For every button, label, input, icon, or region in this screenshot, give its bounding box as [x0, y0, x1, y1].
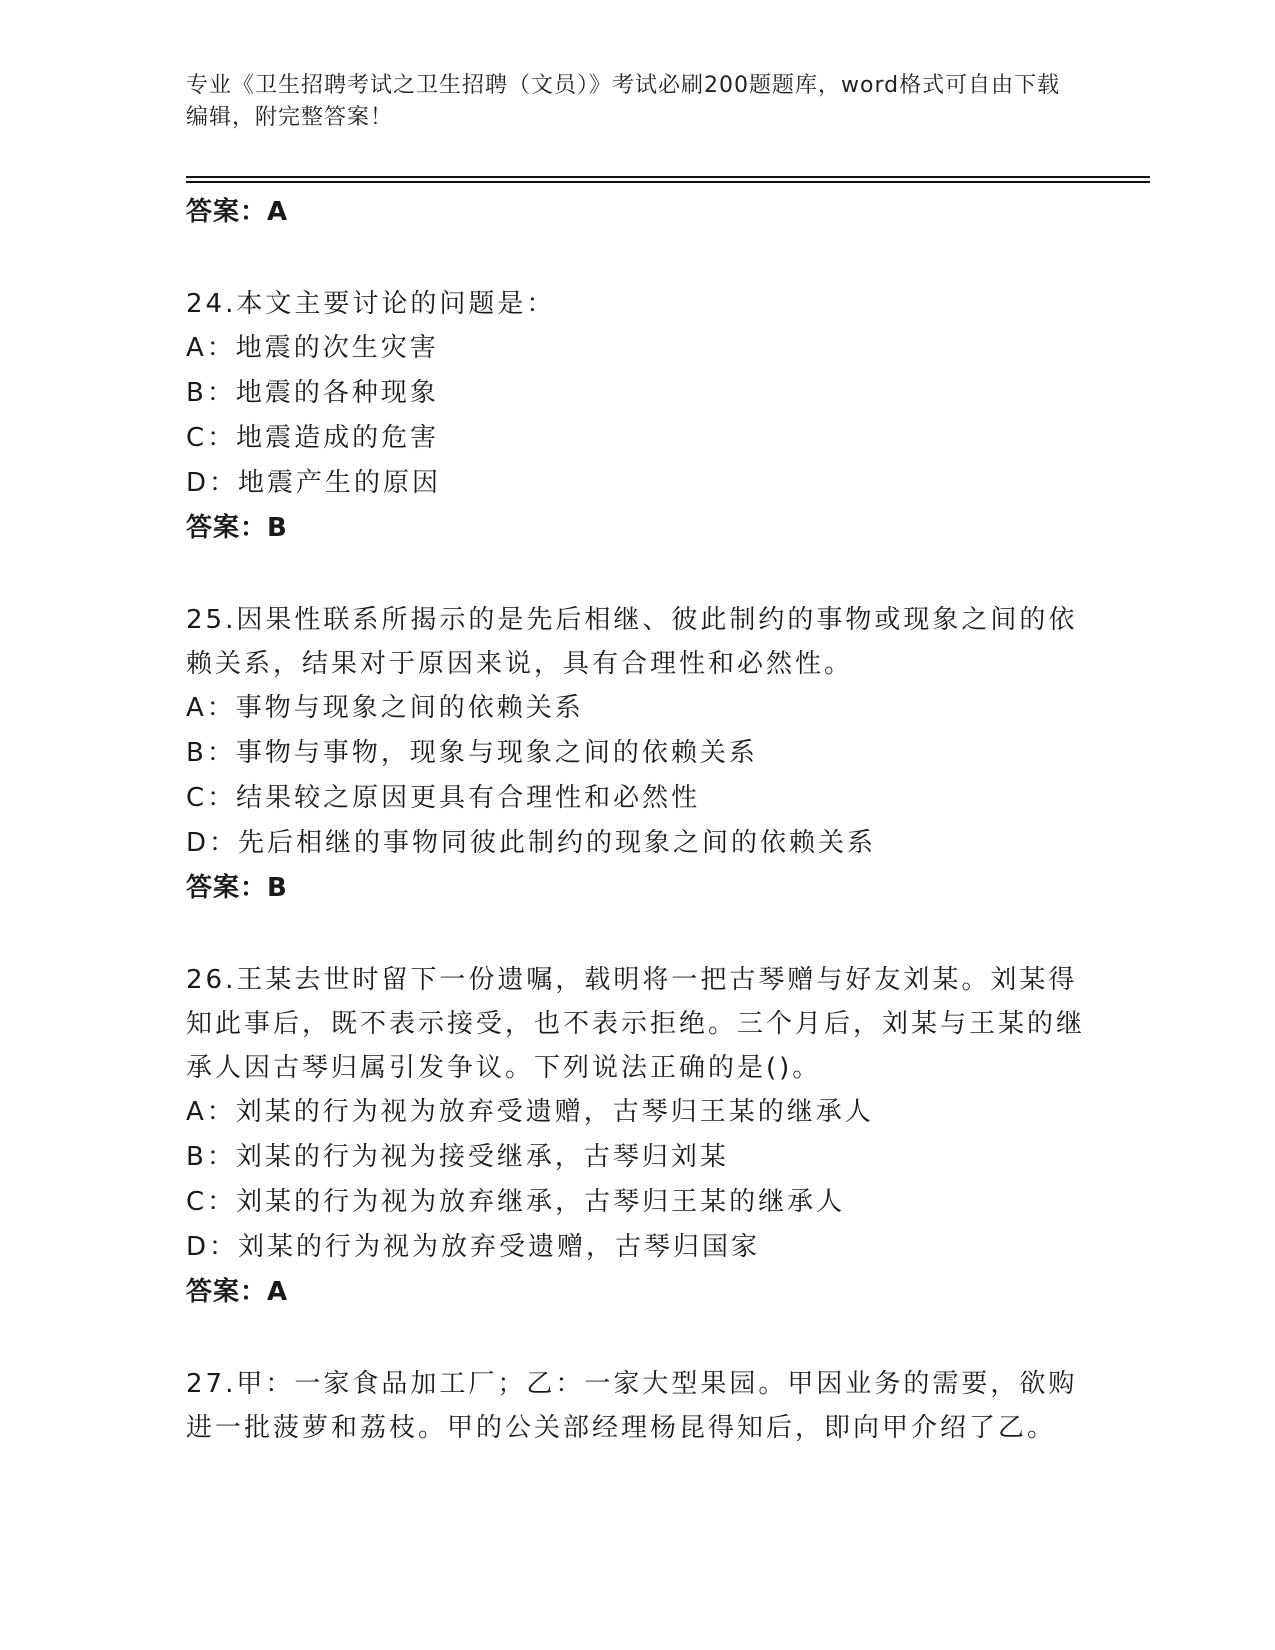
question-text	[186, 282, 1106, 326]
option-d: D：地震产生的原因	[186, 468, 442, 498]
header-rule-bottom	[186, 181, 1150, 183]
option-b: B：刘某的行为视为接受继承，古琴归刘某	[186, 1142, 729, 1172]
header-rule-top	[186, 176, 1150, 178]
answer-line	[186, 1270, 1106, 1314]
answer-line	[186, 190, 1106, 234]
option-a: A：地震的次生灾害	[186, 333, 439, 363]
answer-value: A	[267, 197, 289, 227]
option-d: D：先后相继的事物同彼此制约的现象之间的依赖关系	[186, 828, 877, 858]
question-text	[186, 958, 1106, 1090]
question-item	[186, 598, 1106, 910]
answer-label: 答案：	[186, 873, 268, 903]
question-stem: 因果性联系所揭示的是先后相继、彼此制约的事物或现象之间的依赖关系，结果对于原因来说，具有合理性和必然性。	[186, 605, 1078, 679]
answer-line	[186, 506, 1106, 550]
question-item	[186, 1362, 1106, 1450]
question-number: 27.	[186, 1369, 237, 1399]
question-number: 26.	[186, 965, 237, 995]
answer-value: A	[267, 1277, 289, 1307]
answer-label: 答案：	[186, 197, 268, 227]
option-b: B：地震的各种现象	[186, 378, 439, 408]
option-d: D：刘某的行为视为放弃受遗赠，古琴归国家	[186, 1232, 761, 1262]
page-header: 专业《卫生招聘考试之卫生招聘（文员）》考试必刷200题题库，word格式可自由下载编辑，附完整答案！	[186, 73, 1061, 130]
answer-label: 答案：	[186, 513, 268, 543]
question-text	[186, 1362, 1106, 1450]
question-number: 24.	[186, 289, 237, 319]
question-stem: 甲：一家食品加工厂；乙：一家大型果园。甲因业务的需要，欲购进一批菠萝和荔枝。甲的公关部经理杨昆得知后，即向甲介绍了乙。	[186, 1369, 1078, 1443]
question-text	[186, 598, 1106, 686]
option-a: A：刘某的行为视为放弃受遗赠，古琴归王某的继承人	[186, 1097, 874, 1127]
option-b: B：事物与事物，现象与现象之间的依赖关系	[186, 738, 758, 768]
question-number: 25.	[186, 605, 237, 635]
option-c: C：结果较之原因更具有合理性和必然性	[186, 783, 701, 813]
answer-value: B	[267, 513, 288, 543]
answer-line	[186, 866, 1106, 910]
answer-value: B	[267, 873, 288, 903]
question-stem: 本文主要讨论的问题是：	[236, 289, 556, 319]
question-item	[186, 958, 1106, 1314]
answer-label: 答案：	[186, 1277, 268, 1307]
question-list	[186, 190, 1106, 1450]
question-stem: 王某去世时留下一份遗嘱，载明将一把古琴赠与好友刘某。刘某得知此事后，既不表示接受，也不表示拒绝。三个月后，刘某与王某的继承人因古琴归属引发争议。下列说法正确的是()。	[186, 965, 1086, 1083]
option-c: C：地震造成的危害	[186, 423, 440, 453]
option-c: C：刘某的行为视为放弃继承，古琴归王某的继承人	[186, 1187, 846, 1217]
question-item	[186, 282, 1106, 550]
option-a: A：事物与现象之间的依赖关系	[186, 693, 584, 723]
